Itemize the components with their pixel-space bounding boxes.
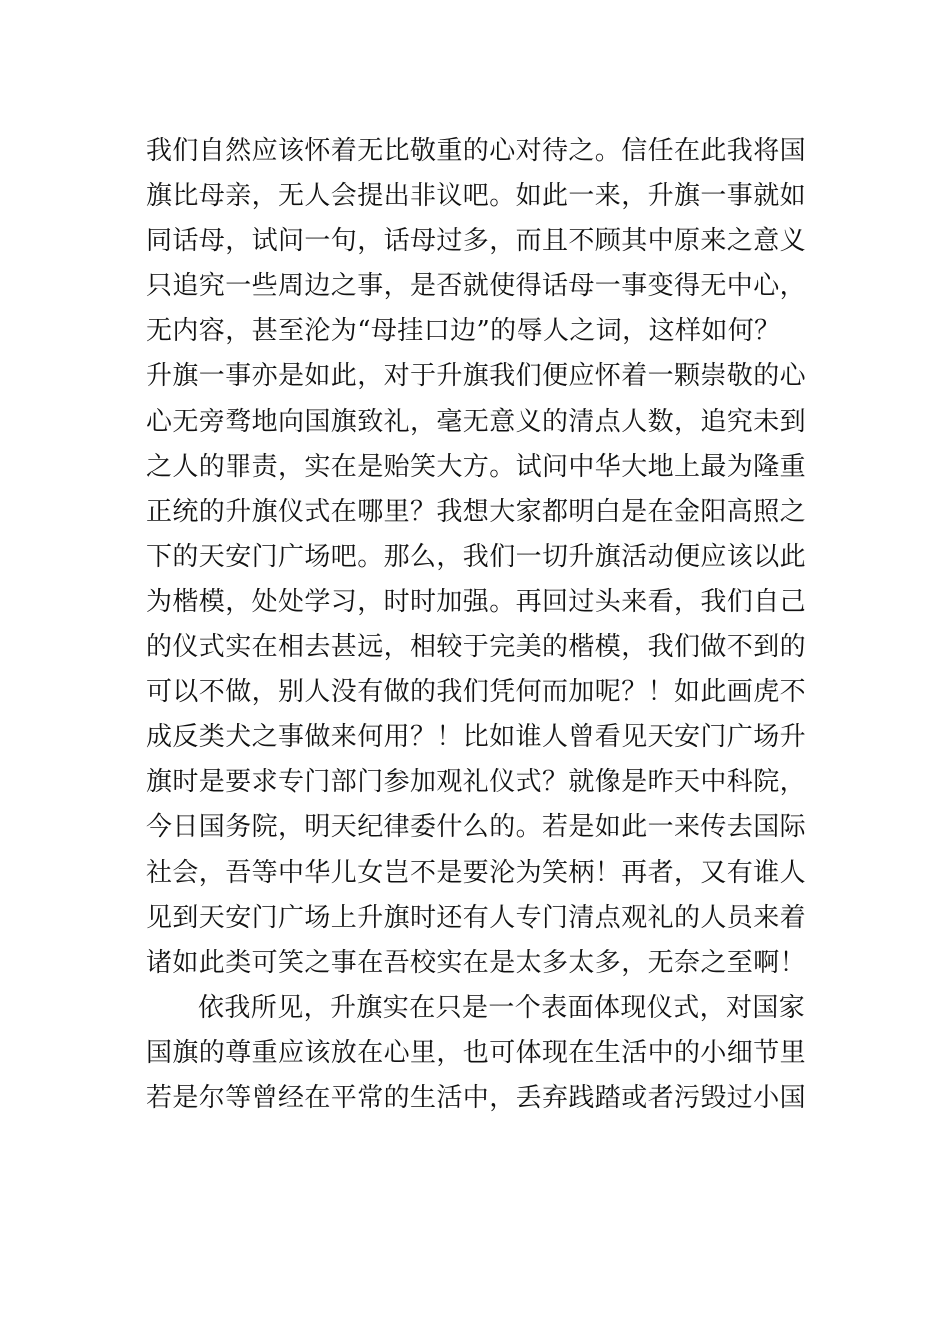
text-line: 无内容，甚至沦为“母挂口边”的辱人之词，这样如何？ [146,316,781,347]
text-line: 今日国务院，明天纪律委什么的。若是如此一来传去国际 [146,812,807,843]
paragraph-1 [146,129,808,986]
text-line: 只追究一些周边之事，是否就使得话母一事变得无中心， [146,271,807,302]
text-line: 成反类犬之事做来何用？！比如谁人曾看见天安门广场升 [146,722,807,753]
text-line: 旗时是要求专门部门参加观礼仪式？就像是昨天中科院， [146,767,807,798]
text-line: 同话母，试问一句，话母过多，而且不顾其中原来之意义 [146,226,807,257]
paragraph-2 [146,986,808,1121]
text-line: 见到天安门广场上升旗时还有人专门清点观礼的人员来着 [146,902,807,933]
text-line-indented: 依我所见，升旗实在只是一个表面体现仪式，对国家 [198,992,806,1023]
text-line: 升旗一事亦是如此，对于升旗我们便应怀着一颗崇敬的心 [146,361,807,392]
text-line: 若是尔等曾经在平常的生活中，丢弃践踏或者污毁过小国 [146,1082,807,1113]
text-line: 国旗的尊重应该放在心里，也可体现在生活中的小细节里 [146,1037,807,1068]
document-body [146,129,808,1121]
text-line: 的仪式实在相去甚远，相较于完美的楷模，我们做不到的 [146,632,807,663]
text-line: 诸如此类可笑之事在吾校实在是太多太多，无奈之至啊！ [146,947,807,978]
text-line: 正统的升旗仪式在哪里？我想大家都明白是在金阳高照之 [146,496,807,527]
text-line: 下的天安门广场吧。那么，我们一切升旗活动便应该以此 [146,541,807,572]
text-line: 社会，吾等中华儿女岂不是要沦为笑柄！再者，又有谁人 [146,857,807,888]
text-line: 为楷模，处处学习，时时加强。再回过头来看，我们自己 [146,586,807,617]
text-line: 之人的罪责，实在是贻笑大方。试问中华大地上最为隆重 [146,451,807,482]
text-line: 旗比母亲，无人会提出非议吧。如此一来，升旗一事就如 [146,181,807,212]
text-line: 心无旁骛地向国旗致礼，毫无意义的清点人数，追究未到 [146,406,807,437]
text-line: 可以不做，别人没有做的我们凭何而加呢？！如此画虎不 [146,677,807,708]
text-line: 我们自然应该怀着无比敬重的心对待之。信任在此我将国 [146,136,807,166]
